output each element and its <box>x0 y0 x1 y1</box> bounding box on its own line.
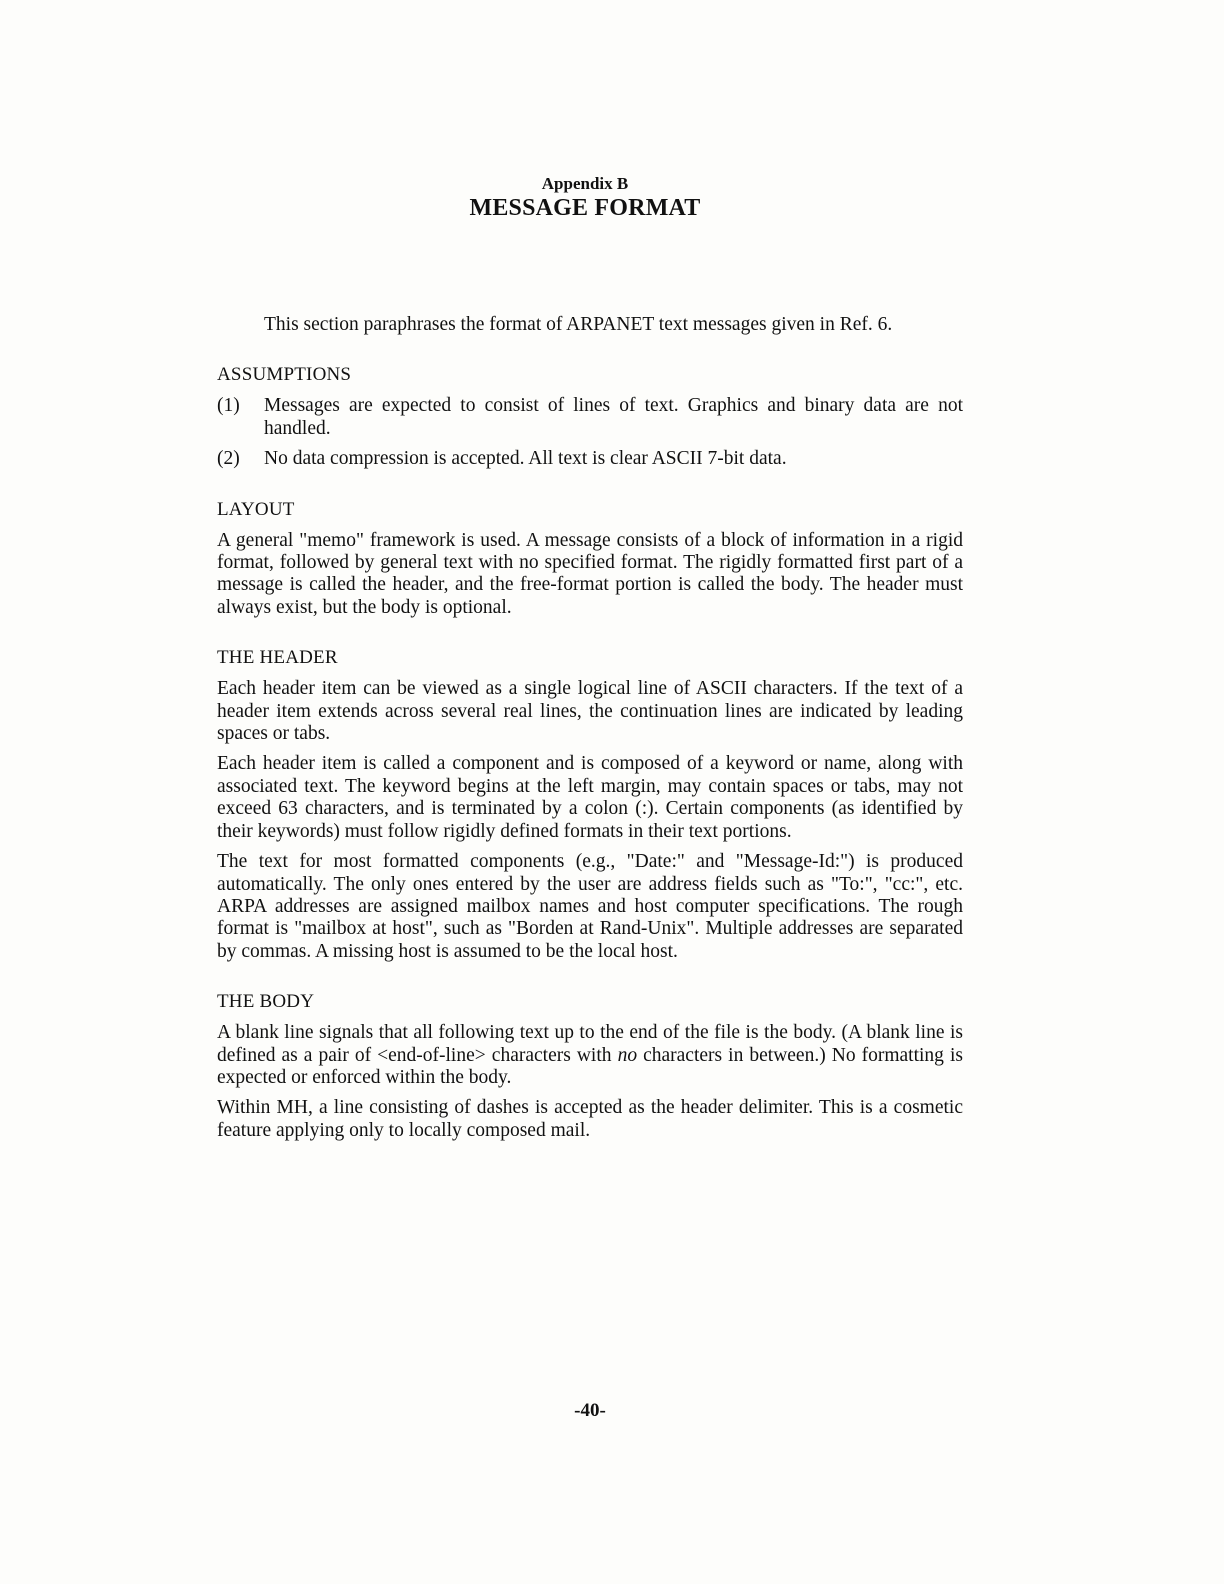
list-item-text: Messages are expected to consist of lines of text. Graphics and binary data are not handled. <box>264 395 963 439</box>
list-item-number: (1) <box>217 395 240 417</box>
document-body <box>217 314 963 1142</box>
body-paragraph <box>217 1022 963 1089</box>
layout-heading: LAYOUT <box>217 498 295 520</box>
page-number: -40- <box>574 1400 606 1421</box>
body-paragraph-text: characters in between.) No formatting is expected or enforced within the body. <box>217 1044 963 1088</box>
body-paragraph: Within MH, a line consisting of dashes is accepted as the header delimiter. This is a cosmetic feature applying only to locally composed mail. <box>217 1097 963 1141</box>
list-item <box>217 448 963 470</box>
body-section-heading: THE BODY <box>217 991 315 1013</box>
list-item-text: No data compression is accepted. All text is clear ASCII 7-bit data. <box>264 448 787 470</box>
appendix-label: Appendix B <box>541 174 629 193</box>
layout-paragraph: A general "memo" framework is used. A message consists of a block of information in a rigid format, followed by general text with no specified format. The rigidly formatted first part of a message is called the header, and the free-format portion is called the body. The header must always exist, but the body is optional. <box>217 529 963 618</box>
body-paragraph-text: A blank line signals that all following text up to the end of the file is the body. (A blank line is defined as a pair of <end-of-line> characters with <box>217 1022 963 1066</box>
emphasis-text: no <box>617 1044 638 1066</box>
header-section-heading: THE HEADER <box>217 647 338 669</box>
page-title: MESSAGE FORMAT <box>469 195 701 221</box>
header-paragraph: Each header item is called a component and is composed of a keyword or name, along with associated text. The keyword begins at the left margin, may contain spaces or tabs, may not exceed 63 characters, and is terminated by a colon (:). Certain components (as identified by their keywords) must follow rigidly defined formats in their text portions. <box>217 753 963 842</box>
appendix-header <box>0 174 1170 222</box>
assumptions-heading: ASSUMPTIONS <box>217 364 352 386</box>
intro-paragraph: This section paraphrases the format of ARPANET text messages given in Ref. 6. <box>264 314 893 335</box>
header-paragraph: Each header item can be viewed as a single logical line of ASCII characters. If the text of a header item extends across several real lines, the continuation lines are indicated by leading spaces or tabs. <box>217 678 963 745</box>
header-paragraph: The text for most formatted components (e.g., "Date:" and "Message-Id:") is produced automatically. The only ones entered by the user are address fields such as "To:", "cc:", etc. ARPA addresses are assigned mailbox names and host computer specifications. The rough format is "mailbox at host", such as "Borden at Rand-Unix". Multiple addresses are separated by commas. A missing host is assumed to be the local host. <box>217 851 963 962</box>
list-item-number: (2) <box>217 448 240 470</box>
list-item <box>217 395 963 440</box>
